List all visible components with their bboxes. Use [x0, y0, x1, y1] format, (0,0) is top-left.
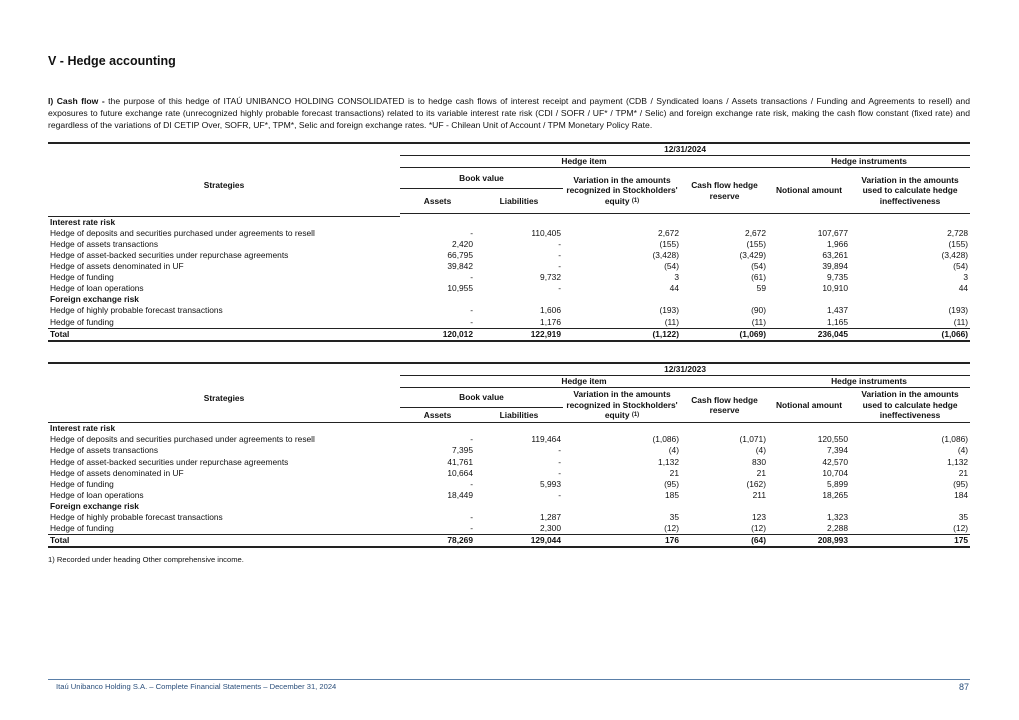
table-row: Hedge of assets denominated in UF 39,842 - (54) (54) 39,894 (54) [50, 261, 969, 272]
intro-text: the purpose of this hedge of ITAÚ UNIBANCO HOLDING CONSOLIDATED is to hedge cash flows of interest receipt and payment (CDB / Syndicated loans / Assets transactions / Funding and Agreements to resell) and exposures to future exchange rate (unrecognized highly probable forecast transactions) related to its variable interest rate risk (CDI / SOFR / UF* / TPM* / Selic) and foreign exchange rate risk, making the cash flow constant (fixed rate) and regardless of the variations of DI CETIP Over, SOFR, UF*, TPM*, Selic and foreign exchange rates. *UF - Chilean Unit of Account / TPM Monetary Policy Rate. [48, 96, 970, 130]
intro-paragraph [48, 95, 970, 131]
table-2023-date: 12/31/2023 [400, 363, 970, 376]
table-row: Hedge of assets transactions 7,395 - (4) (4) 7,394 (4) [50, 445, 969, 456]
strategies-header: Strategies [48, 376, 400, 423]
table-row: Hedge of asset-backed securities under repurchase agreements 66,795 - (3,428) (3,429) 63,261 (3,428) [50, 250, 969, 261]
total-row: Total 120,012 122,919 (1,122) (1,069) 236,045 (1,066) [48, 328, 970, 341]
variation-recognized-header: Variation in the amounts recognized in Stockholders' equity $^{(1)}$ [563, 168, 681, 214]
hedge-item-header: Hedge item [400, 156, 768, 168]
total-row: Total 78,269 129,044 176 (64) 208,993 175 [48, 535, 970, 548]
table-row: Hedge of funding - 9,732 3 (61) 9,735 3 [50, 272, 969, 283]
table-row: Hedge of asset-backed securities under repurchase agreements 41,761 - 1,132 830 42,570 1,132 [50, 456, 969, 467]
table-row: Hedge of deposits and securities purchased under agreements to resell - 110,405 2,672 2,672 107,677 2,728 [50, 227, 969, 238]
assets-header: Assets [400, 189, 475, 214]
liabilities-header: Liabilities [475, 408, 563, 423]
table-row: Hedge of highly probable forecast transactions - 1,606 (193) (90) 1,437 (193) [50, 305, 969, 316]
footer-divider [48, 679, 970, 680]
table-row: Hedge of deposits and securities purchased under agreements to resell - 119,464 (1,086) (1,071) 120,550 (1,086) [50, 434, 969, 445]
notional-header: Notional amount [768, 388, 850, 423]
ineffectiveness-header: Variation in the amounts used to calculate hedge ineffectiveness [850, 388, 970, 423]
variation-recognized-header: Variation in the amounts recognized in Stockholders' equity $^{(1)}$ [563, 388, 681, 423]
book-value-header: Book value [400, 168, 563, 189]
table-row: Hedge of highly probable forecast transactions - 1,287 35 123 1,323 35 [50, 511, 969, 522]
table-row: Hedge of loan operations 18,449 - 185 211 18,265 184 [50, 489, 969, 500]
hedge-table-2024 [48, 142, 970, 342]
table-row: Hedge of assets transactions 2,420 - (155) (155) 1,966 (155) [50, 238, 969, 249]
section-foreign-exchange-risk: Foreign exchange risk [50, 294, 139, 305]
table-2024-date: 12/31/2024 [400, 143, 970, 156]
table-row: Hedge of funding - 5,993 (95) (162) 5,899 (95) [50, 478, 969, 489]
table-row: Hedge of assets denominated in UF 10,664 - 21 21 10,704 21 [50, 467, 969, 478]
table-row: Hedge of loan operations 10,955 - 44 59 10,910 44 [50, 283, 969, 294]
intro-lead: I) Cash flow - [48, 96, 105, 106]
strategies-header: Strategies [48, 156, 400, 217]
section-title: V - Hedge accounting [48, 54, 176, 68]
table-row: Hedge of funding - 1,176 (11) (11) 1,165 (11) [50, 316, 969, 327]
assets-header: Assets [400, 408, 475, 423]
hedge-item-header: Hedge item [400, 376, 768, 388]
hedge-instruments-header: Hedge instruments [768, 156, 970, 168]
cash-flow-reserve-header: Cash flow hedge reserve [681, 388, 768, 423]
book-value-header: Book value [400, 388, 563, 408]
hedge-instruments-header: Hedge instruments [768, 376, 970, 388]
notional-header: Notional amount [768, 168, 850, 214]
section-foreign-exchange-risk: Foreign exchange risk [50, 500, 139, 511]
section-interest-rate-risk: Interest rate risk [50, 423, 116, 434]
footnote: 1) Recorded under heading Other comprehensive income. [48, 555, 244, 564]
section-interest-rate-risk: Interest rate risk [50, 216, 116, 227]
cash-flow-reserve-header: Cash flow hedge reserve [681, 168, 768, 214]
footer-text: Itaú Unibanco Holding S.A. – Complete Financial Statements – December 31, 2024 [56, 682, 337, 691]
liabilities-header: Liabilities [475, 189, 563, 214]
hedge-table-2023 [48, 362, 970, 548]
ineffectiveness-header: Variation in the amounts used to calculate hedge ineffectiveness [850, 168, 970, 214]
table-row: Hedge of funding - 2,300 (12) (12) 2,288 (12) [50, 523, 969, 534]
page-number: 87 [958, 682, 969, 692]
